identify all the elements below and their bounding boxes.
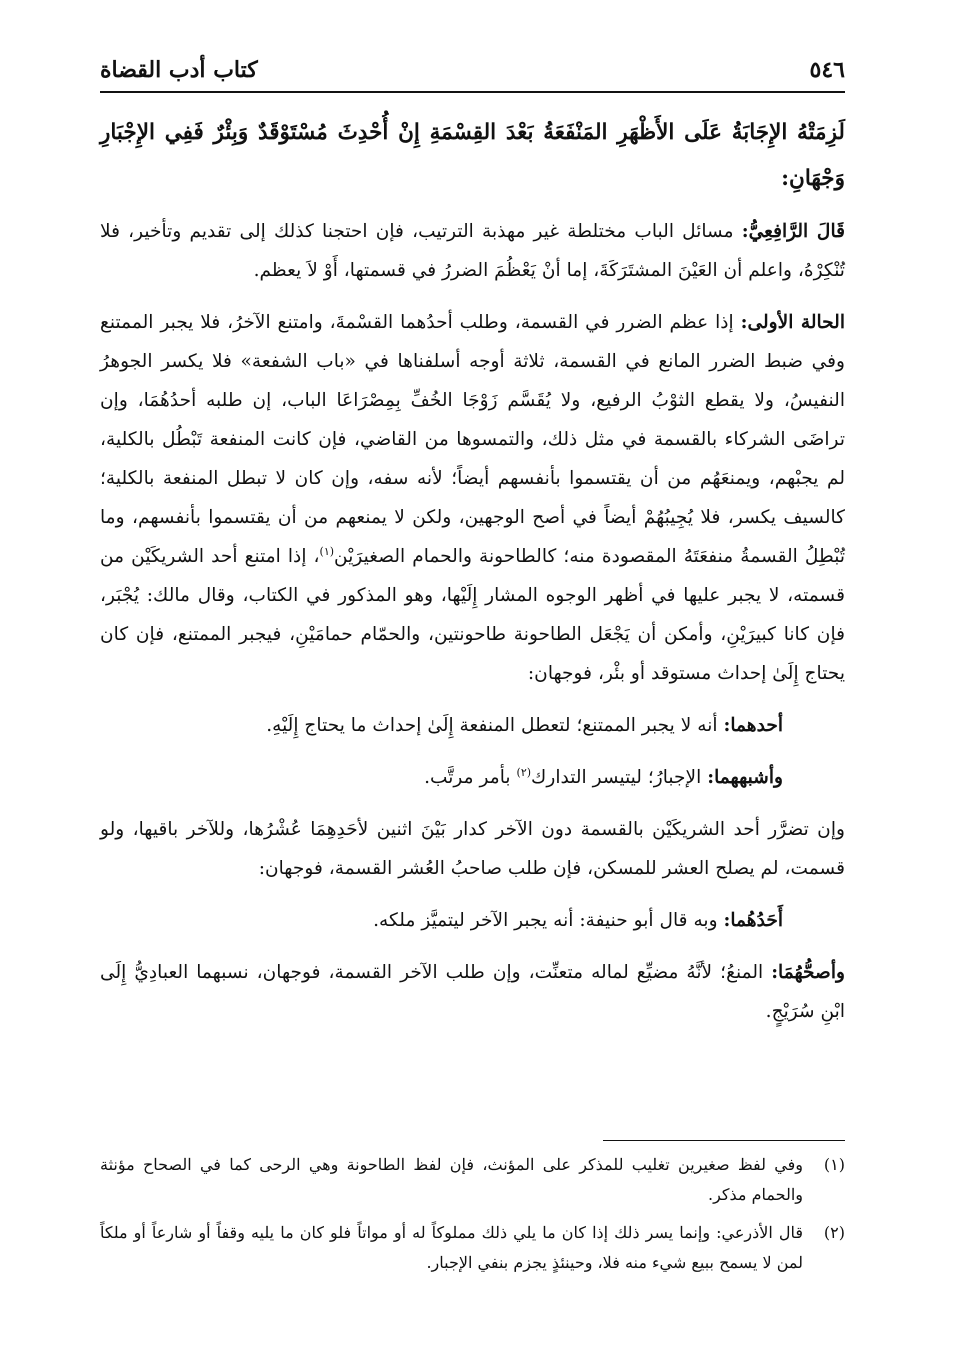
- footnote-number: (٢): [823, 1223, 845, 1242]
- paragraph-text: أنه لا يجبر الممتنع؛ لتعطل المنفعة إِلَىٰ إحداث ما يحتاج إِلَيْهِ.: [266, 715, 718, 736]
- paragraph-lead: وأشبههما:: [707, 767, 783, 788]
- paragraph-sounder-view: [100, 953, 845, 1031]
- paragraph-lead: أَحَدُهُما:: [723, 910, 783, 931]
- section-heading: لَزِمَتْهُ الإِجَابَةُ عَلَى الأَظْهَرِ المَنْفَعَةُ بَعْدَ القِسْمَةِ إِنْ أُحْدِثَ مُسْتَوْقَدٌ وَبِئْرٌ فَفِي الإِجْبَارِ وَجْهَانِ:: [100, 120, 845, 191]
- footnote-item: [100, 1218, 845, 1278]
- footnote-text: وفي لفظ صغيرين تغليب للمذكر على المؤنث، فإن لفظ الطاحونة وهي الرحى كما في الصحاح مؤنثة والحمام مذكر.: [100, 1155, 803, 1204]
- paragraph-first-view: [100, 706, 845, 745]
- paragraph-lead: قَالَ الرَّافِعِيُّ:: [741, 221, 845, 242]
- paragraph-lead: أحدهما:: [723, 715, 783, 736]
- paragraph-second-view: [100, 758, 845, 797]
- paragraph-lead: الحالة الأولى:: [740, 312, 845, 333]
- paragraph-text: بأمر مرتَّب.: [424, 767, 517, 788]
- paragraph-text: وإن تضرَّر أحد الشريكَيْن بالقسمة دون الآخر كدار بَيْنَ اثنين لأحَدِهِمَا عُشْرُها، وللآخر باقيها، ولو قسمت، لم يصلح العشر للمسكن، فإن طلب صاحبُ العُشر القسمة، فوجهان:: [100, 819, 845, 879]
- paragraph-first-case: [100, 303, 845, 693]
- footnotes: [100, 1150, 845, 1286]
- header-rule: [100, 91, 845, 93]
- paragraph-text: إذا عظم الضرر في القسمة، وطلب أحدُهما القسْمةَ، وامتنع الآخرُ، فلا يجبر الممتنع وفي ضبط الضرر المانع في القسمة، ثلاثة أوجه أسلفناها في «باب الشفعة» فلا يكسر الجوهرُ النفيسُ، ولا يقطع الثوْبُ الرفيع، ولا يُقَسَّم زَوْجَا الخُفِّ بِمِصْرَاعَا الباب، إن طلبه أحدُهُمَا، وإن تراضَى الشركاء بالقسمة في مثل ذلك، والتمسوها من القاضي، فإن كانت المنفعة تَبْطُل بالكلية، لم يجبْهم، ويمنعَهُم من أن يقتسموا بأنفسهم أيضاً؛ لأنه سفه، وإن كان لا تبطل المنفعة بالكلية؛ كالسيف يكسر، فلا يُجِيبُهُمْ أيضاً في أصح الوجهين، ولكن لا يمنعهم من أن يقتسموا بأنفسهم، وما تُبْطِلُ القسمةُ منفعَتَهُ المقصودة منه؛ كالطاحونة والحمام الصغيرَيْن: [100, 312, 845, 567]
- footnote-ref[interactable]: (٢): [516, 765, 532, 779]
- page-header: [100, 50, 845, 90]
- footnote-number: (١): [823, 1155, 845, 1174]
- paragraph-text: ، إذا امتنع أحد الشريكَيْن من قسمته، لا يجبر عليها في أظهر الوجوه المشار إِلَيْها، وهو المذكور في الكتاب، وقال مالك: يُجْبَر، فإن كانا كبيرَيْنِ، وأمكن أن يَجْعَل الطاحونة طاحونتين، والحمّام حمامَيْنِ، فيجبر الممتنع، فإن كان يحتاج إِلَىٰ إحداث مستوقد أو بئْر، فوجهان:: [100, 546, 845, 684]
- main-text: [100, 110, 845, 1044]
- paragraph-text: وبه قال أبو حنيفة: أنه يجبر الآخر ليتميَّز ملكه.: [373, 910, 718, 931]
- running-title: كتاب أدب القضاة: [100, 57, 258, 83]
- paragraph-text: المنعُ؛ لأنَّهُ مضيِّع لماله متعنِّت، وإن طلب الآخر القسمة، فوجهان، نسبهما العبادِيُّ إِلَى ابْنِ سُرَيْجٍ.: [100, 962, 845, 1022]
- paragraph-lead: وأصحُّهُمَا:: [771, 962, 845, 983]
- paragraph-text: الإجبارُ؛ ليتيسر التدارك: [531, 767, 702, 788]
- paragraph-unequal-harm: [100, 810, 845, 888]
- footnote-text: قال الأذرعي: وإنما يسر ذلك إذا كان ما يلي ذلك مملوكاً له أو مواتاً فلو كان ما يليه وقفاً أو شارعاً أو ملكاً لمن لا يسمح ببيع شيء منه فلا، وحينئذٍ يجزم بنفي الإجبار.: [100, 1223, 803, 1272]
- paragraph-text: مسائل الباب مختلطة غير مهذبة الترتيب، فإن احتجنا كذلك إلى تقديم وتأخير، فلا تُنْكِرْهُ، واعلم أن العَيْنَ المشتَرَكَةَ، إما أنْ يَعْظُمَ الضررُ في قسمتها، أَوْ لاَ يعظم.: [100, 221, 845, 281]
- footnote-divider: [603, 1140, 845, 1141]
- footnote-ref[interactable]: (١): [319, 544, 335, 558]
- footnote-item: [100, 1150, 845, 1210]
- paragraph-rafii: [100, 212, 845, 290]
- paragraph-abu-hanifa: [100, 901, 845, 940]
- page-number: ٥٤٦: [809, 57, 845, 83]
